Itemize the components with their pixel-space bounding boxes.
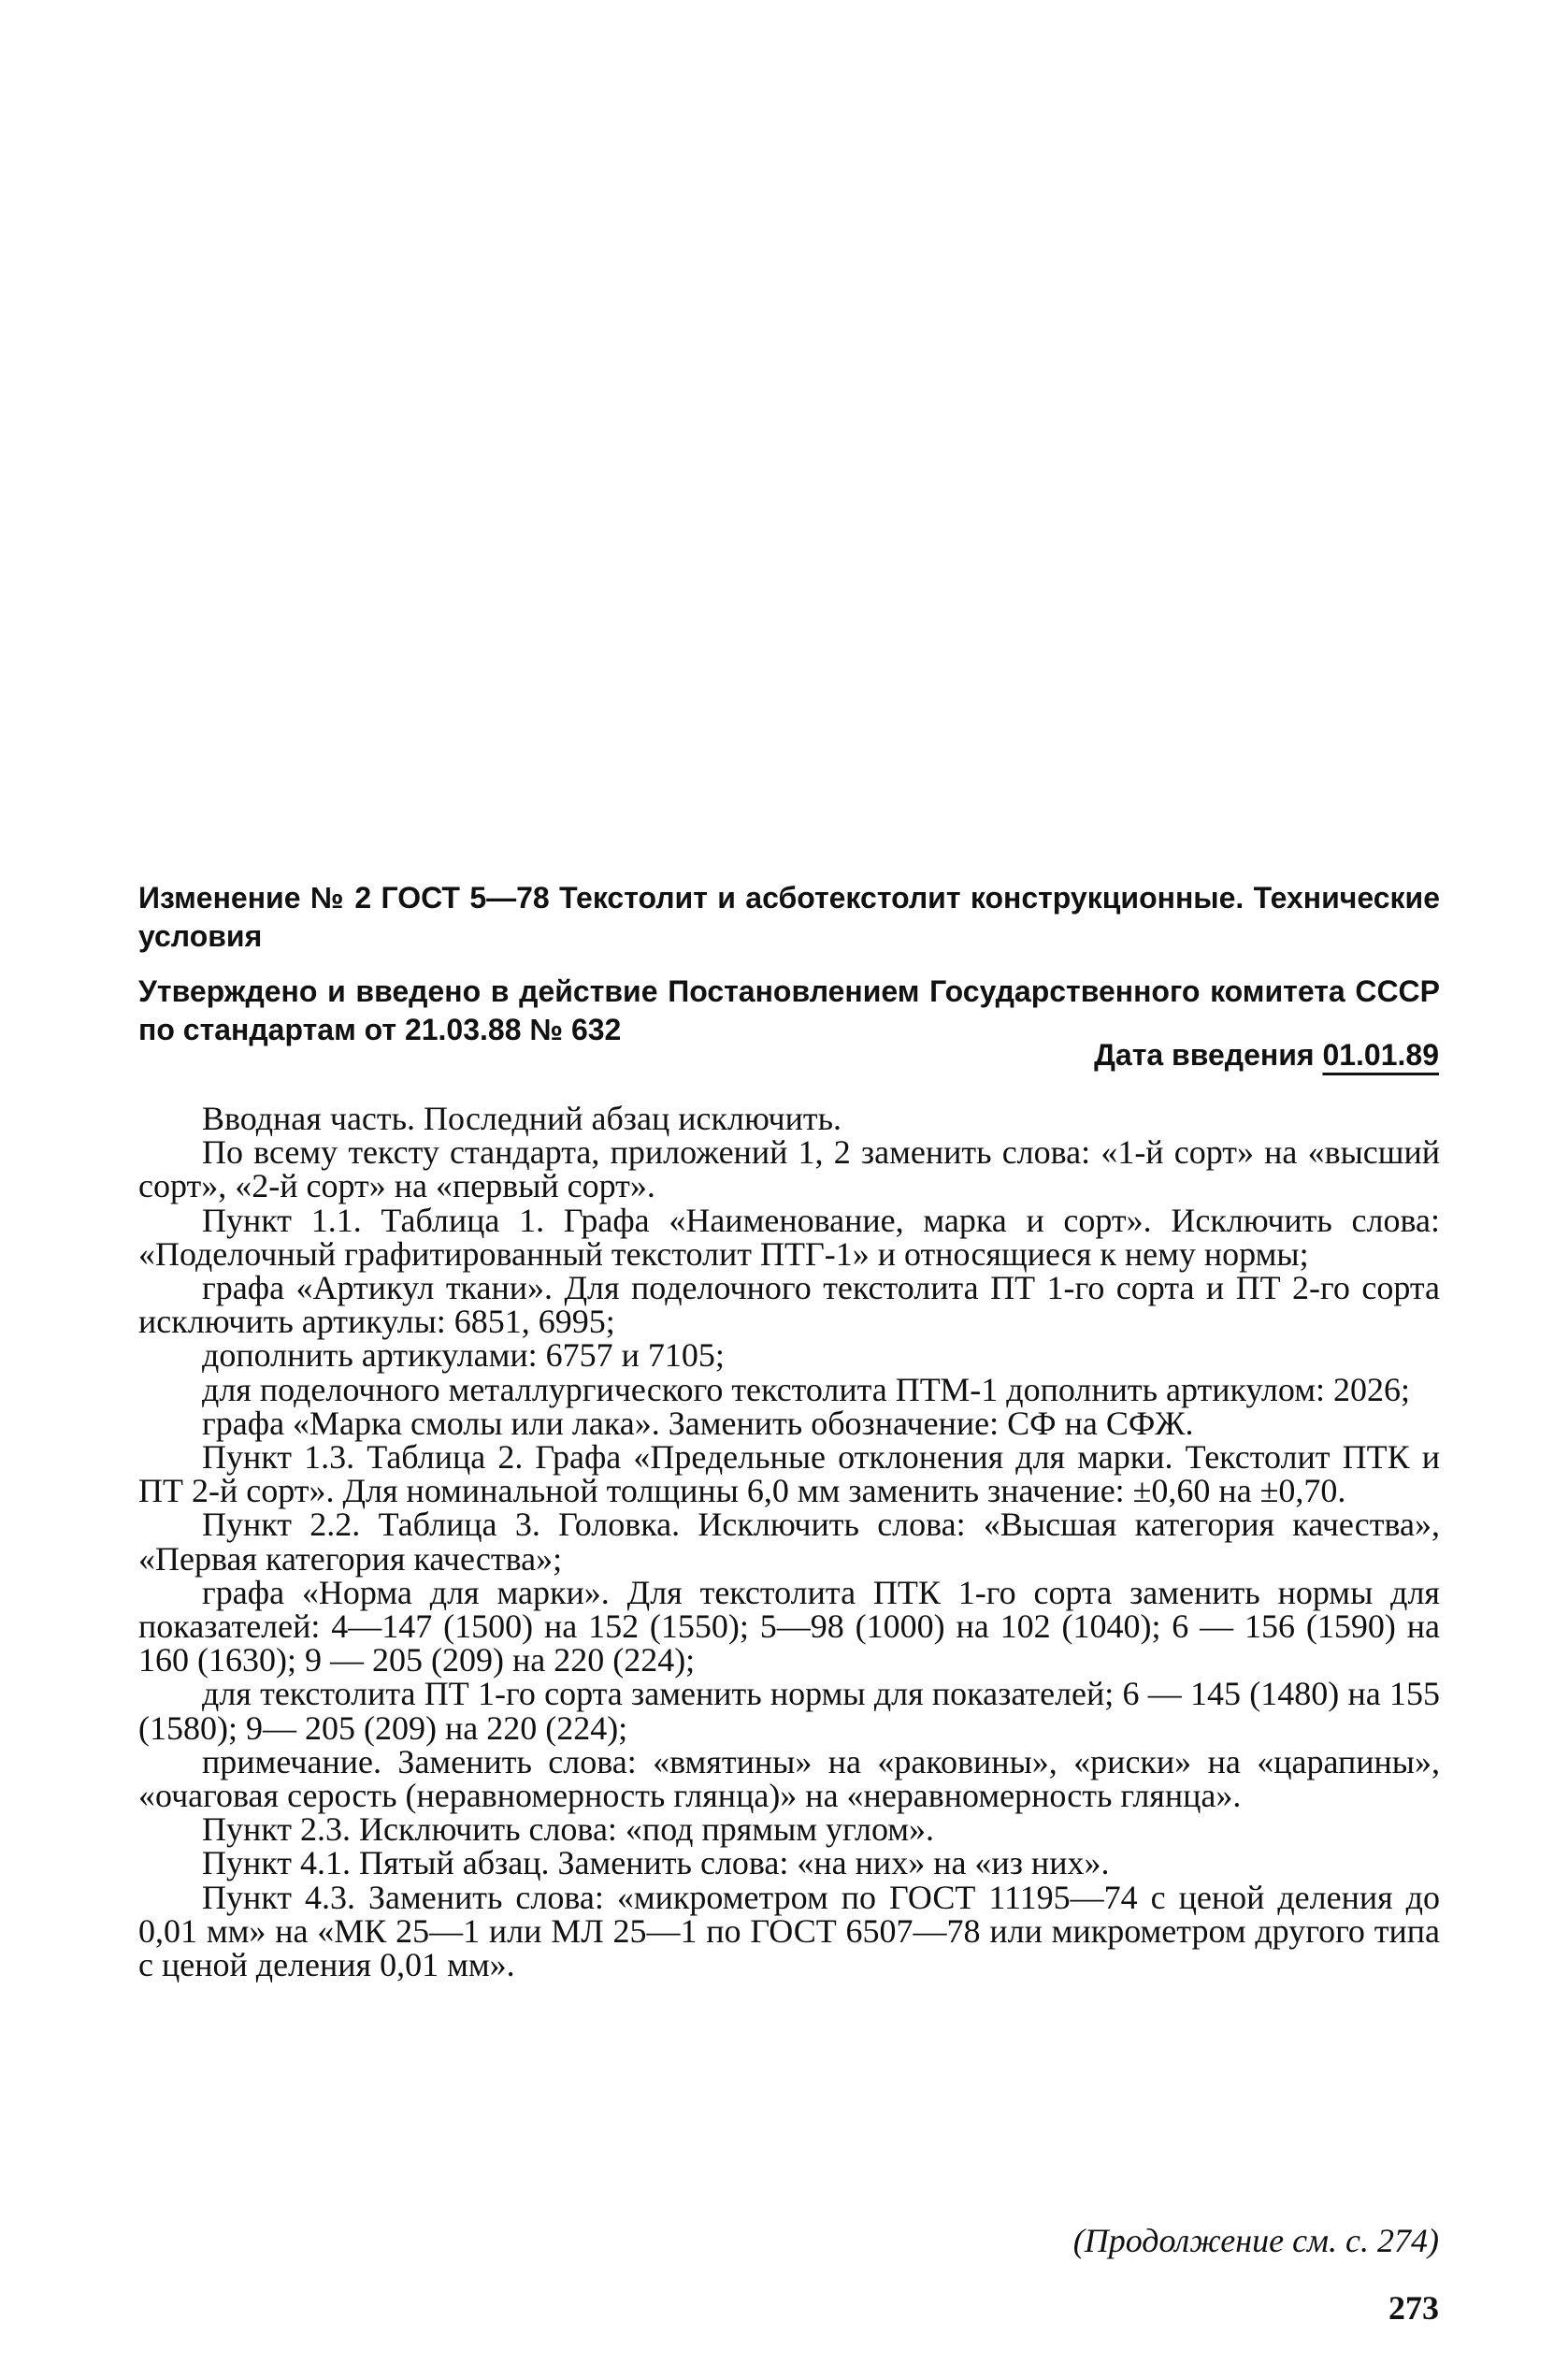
page-number: 273 — [1388, 2289, 1439, 2327]
paragraph: графа «Марка смолы или лака». Заменить обозначение: СФ на СФЖ. — [202, 1404, 1194, 1442]
paragraph: Пункт 1.3. Таблица 2. Графа «Предельные отклонения для марки. Текстолит ПТК и ПТ 2-й сорт». Для номинальной толщины 6,0 мм заменить значение: ±0,60 на ±0,70. — [138, 1438, 1440, 1510]
paragraph: Пункт 1.1. Таблица 1. Графа «Наименование, марка и сорт». Исключить слова: «Поделочный графитированный текстолит ПТГ-1» и относящиеся к нему нормы; — [138, 1201, 1440, 1273]
paragraph: По всему тексту стандарта, приложений 1, 2 заменить слова: «1-й сорт» на «высший сорт», «2-й сорт» на «первый сорт». — [138, 1133, 1440, 1205]
paragraph: для поделочного металлургического текстолита ПТМ-1 дополнить артикулом: 2026; — [202, 1370, 1410, 1408]
paragraph: Пункт 4.1. Пятый абзац. Заменить слова: «на них» на «из них». — [202, 1844, 1110, 1882]
paragraph: Пункт 2.3. Исключить слова: «под прямым углом». — [202, 1810, 935, 1849]
continuation-note: (Продолжение см. с. 274) — [1072, 2222, 1439, 2259]
introduction-date — [1094, 1036, 1439, 1074]
paragraph: для текстолита ПТ 1-го сорта заменить нормы для показателей; 6 — 145 (1480) на 155 (1580); 9— 205 (209) на 220 (224); — [138, 1675, 1440, 1747]
paragraph: Вводная часть. Последний абзац исключить. — [202, 1100, 842, 1137]
paragraph: дополнить артикулами: 6757 и 7105; — [202, 1336, 725, 1375]
introduction-date-label: Дата введения — [1094, 1038, 1315, 1072]
approval-statement: Утверждено и введено в действие Постановлением Государственного комитета СССР по стандартам от 21.03.88 № 632 — [138, 974, 1440, 1046]
paragraph: графа «Норма для марки». Для текстолита ПТК 1-го сорта заменить нормы для показателей: 4—147 (1500) на 152 (1550); 5—98 (1000) на 102 (1040); 6 — 156 (1590) на 160 (1630); 9 — 205 (209) на 220 (224); — [138, 1573, 1440, 1679]
introduction-date-value: 01.01.89 — [1322, 1038, 1439, 1072]
document-body — [138, 1102, 1440, 1982]
paragraph: Пункт 4.3. Заменить слова: «микрометром по ГОСТ 11195—74 с ценой деления до 0,01 мм» на «МК 25—1 или МЛ 25—1 по ГОСТ 6507—78 или микрометром другого типа с ценой деления 0,01 мм». — [138, 1878, 1440, 1984]
paragraph: графа «Артикул ткани». Для поделочного текстолита ПТ 1-го сорта и ПТ 2-го сорта исключить артикулы: 6851, 6995; — [138, 1269, 1440, 1341]
paragraph: Пункт 2.2. Таблица 3. Головка. Исключить слова: «Высшая категория качества», «Первая категория качества»; — [138, 1506, 1440, 1578]
paragraph: примечание. Заменить слова: «вмятины» на «раковины», «риски» на «царапины», «очаговая серость (неравномерность глянца)» на «неравномерность глянца». — [138, 1742, 1440, 1815]
change-title: Изменение № 2 ГОСТ 5—78 Текстолит и асботекстолит конструкционные. Технические условия — [138, 881, 1440, 953]
